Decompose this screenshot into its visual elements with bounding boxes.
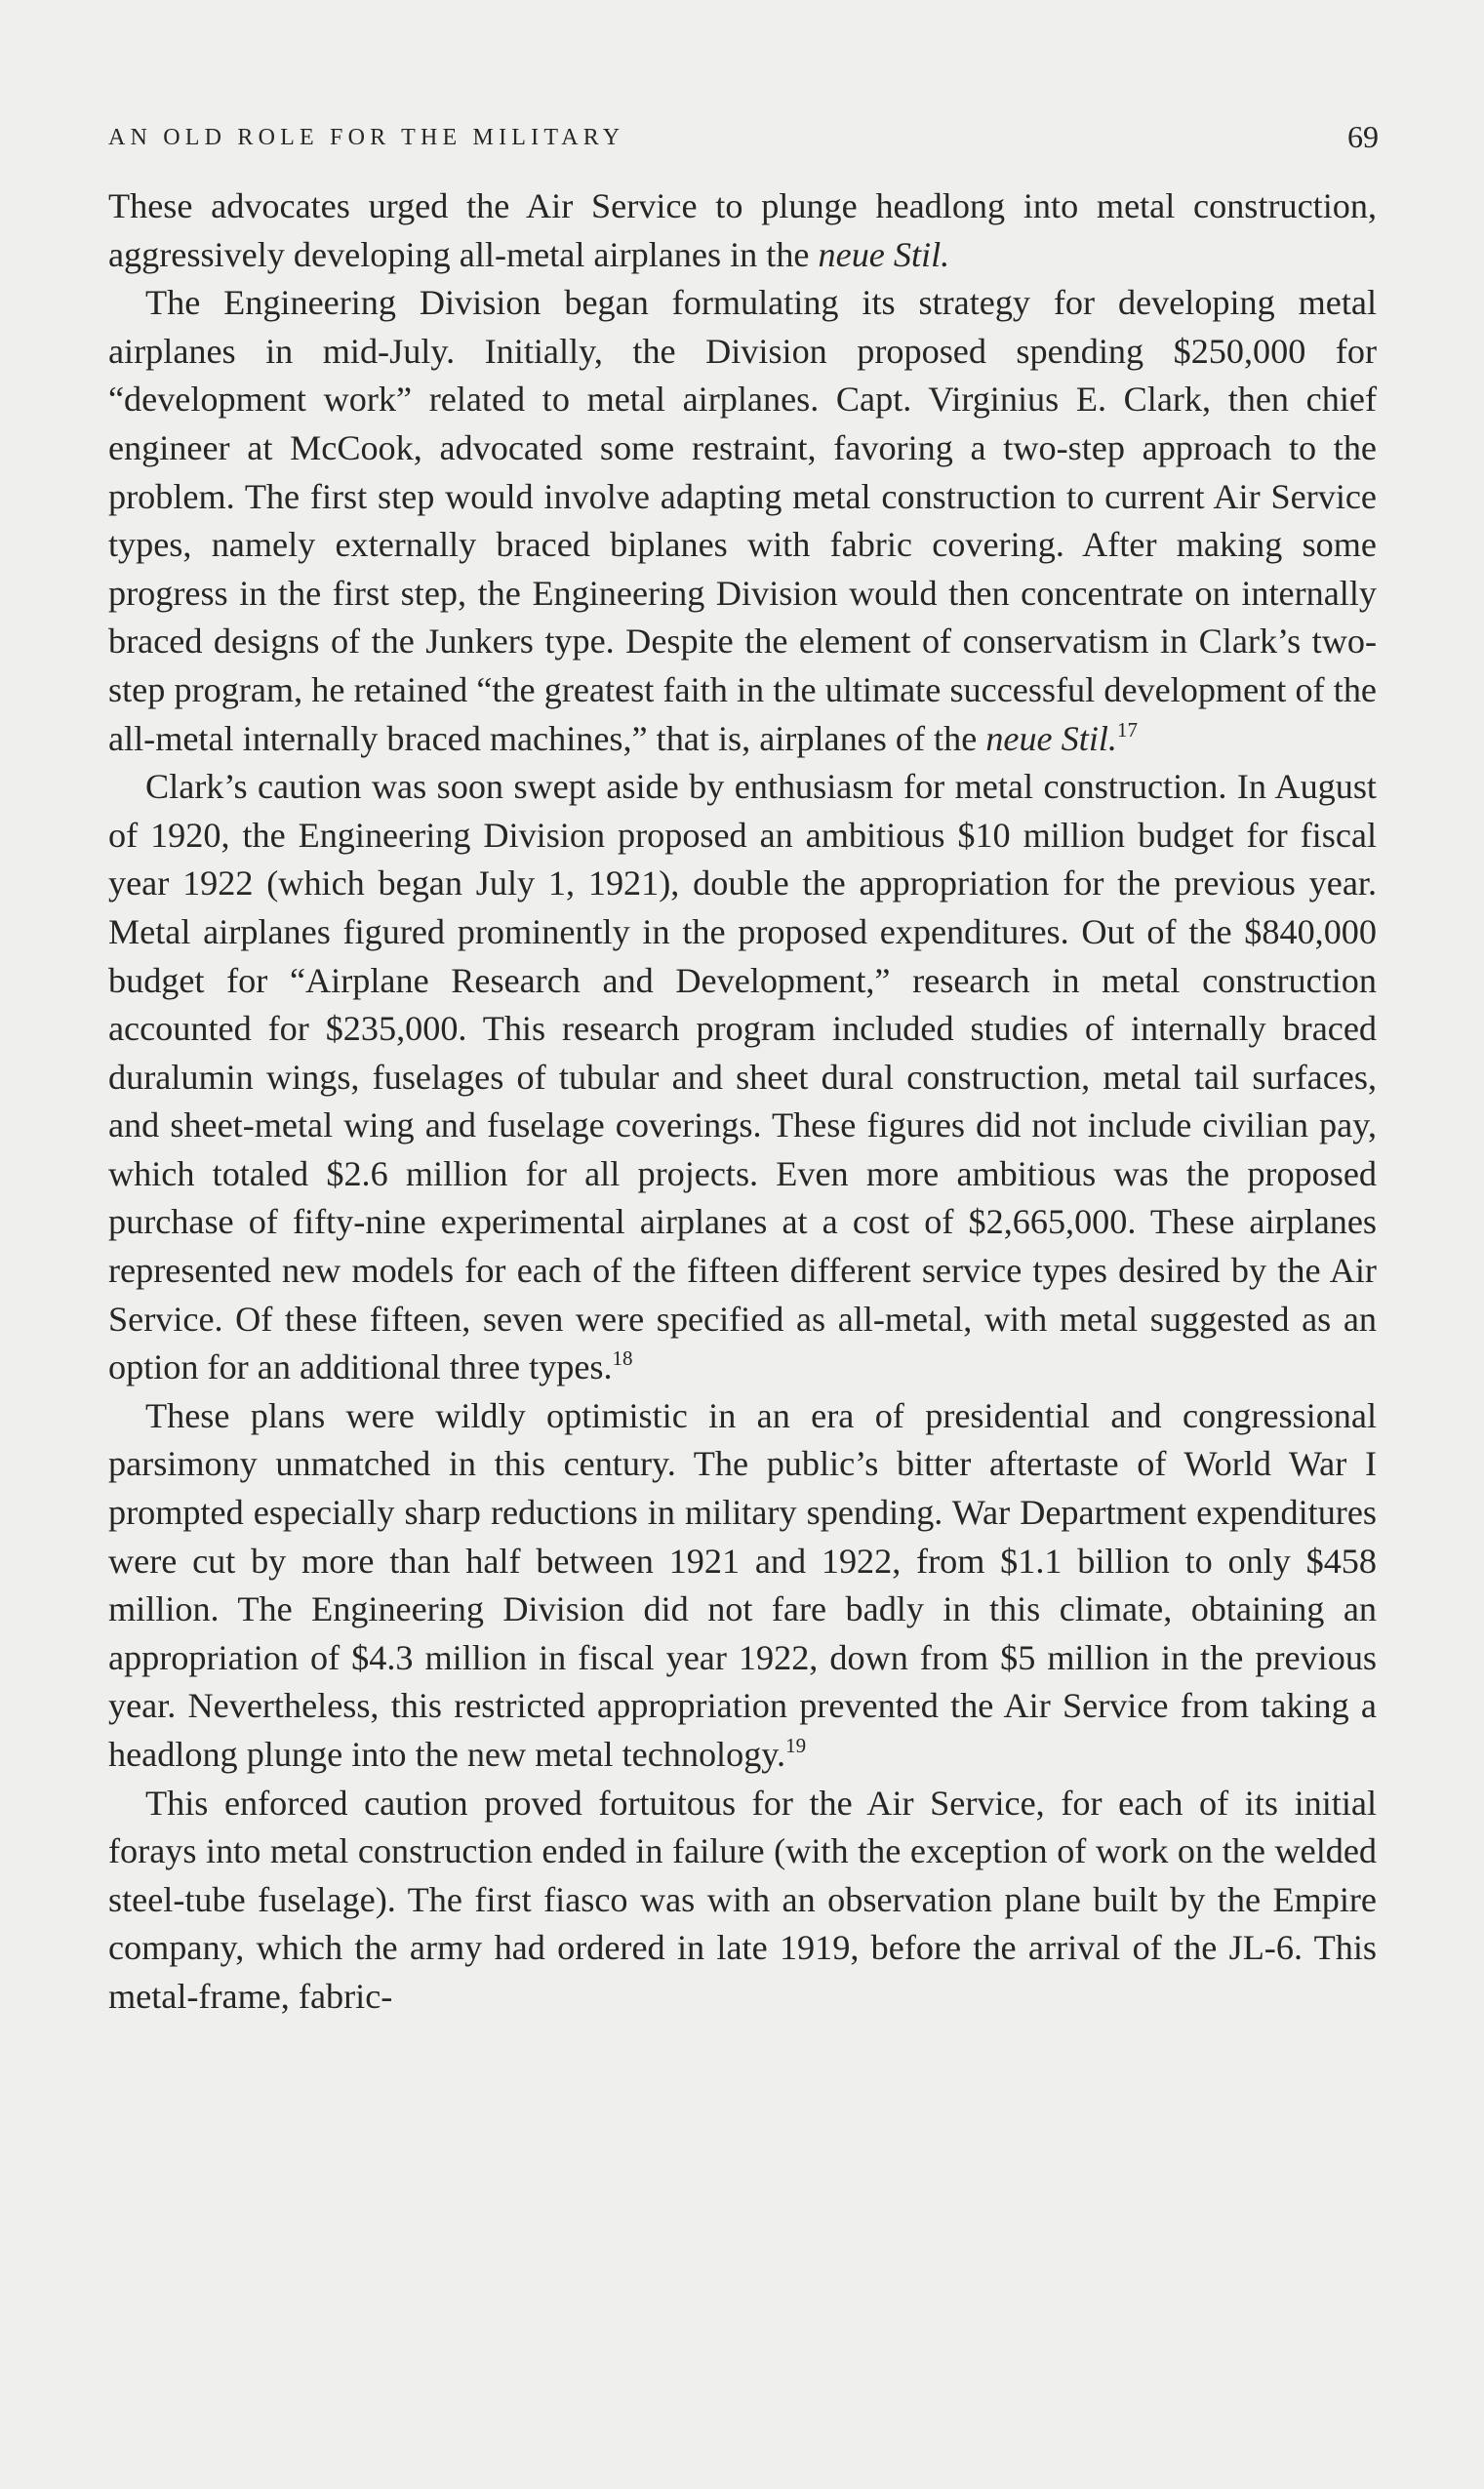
body-text: [108, 182, 1377, 2022]
running-head: [108, 119, 1379, 158]
paragraph-5-text: This enforced caution proved fortuitous for the Air Service, for each of its initial forays into metal construction ended in failure (with the exception of work on the welded steel-tube fuselage). The first fiasco was with an observation plane built by the Empire company, which the army had ordered in late 1919, before the arrival of the JL-6. This metal-frame, fabric-: [108, 1783, 1377, 2016]
paragraph-4-text: These plans were wildly optimistic in an era of presidential and congressional parsimony unmatched in this century. The public’s bitter aftertaste of World War I prompted especially sharp reductions in military spending. War Department expenditures were cut by more than half between 1921 and 1922, from $1.1 billion to only $458 million. The Engineering Division did not fare badly in this climate, obtaining an appropriation of $4.3 million in fiscal year 1922, down from $5 million in the previous year. Nevertheless, this restricted appropriation prevented the Air Service from taking a headlong plunge into the new metal technology.: [108, 1395, 1377, 1774]
paragraph-4: [108, 1392, 1377, 1780]
footnote-ref-17[interactable]: 17: [1116, 717, 1138, 742]
paragraph-2: [108, 279, 1377, 763]
paragraph-2-text: The Engineering Division began formulating its strategy for developing metal airplanes in mid-July. Initially, the Division proposed spending $250,000 for “development work” related to metal airplanes. Capt. Virginius E. Clark, then chief engineer at McCook, advocated some restraint, favoring a two-step approach to the problem. The first step would involve adapting metal construction to current Air Service types, namely externally braced biplanes with fabric covering. After making some progress in the first step, the Engineering Division would then concentrate on internally braced designs of the Junkers type. Despite the element of conservatism in Clark’s two-step program, he retained “the greatest faith in the ultimate successful development of the all-metal internally braced machines,” that is, airplanes of the: [108, 283, 1377, 758]
paragraph-3: [108, 763, 1377, 1392]
paragraph-5: [108, 1780, 1377, 2022]
paragraph-2-italic: neue Stil.: [985, 718, 1117, 758]
paragraph-1-text: These advocates urged the Air Service to plunge headlong into metal construction, aggressively developing all-metal airplanes in the: [108, 186, 1377, 274]
footnote-ref-19[interactable]: 19: [785, 1734, 807, 1757]
paragraph-1: [108, 182, 1377, 279]
footnote-ref-18[interactable]: 18: [612, 1346, 633, 1371]
paragraph-3-text: Clark’s caution was soon swept aside by enthusiasm for metal construction. In August of 1920, the Engineering Division proposed an ambitious $10 million budget for fiscal year 1922 (which began July 1, 1921), double the appropriation for the previous year. Metal airplanes figured prominently in the proposed expenditures. Out of the $840,000 budget for “Airplane Research and Development,” research in metal construction accounted for $235,000. This research program included studies of internally braced duralumin wings, fuselages of tubular and sheet dural construction, metal tail surfaces, and sheet-metal wing and fuselage coverings. These figures did not include civilian pay, which totaled $2.6 million for all projects. Even more ambitious was the proposed purchase of fifty-nine experimental airplanes at a cost of $2,665,000. These airplanes represented new models for each of the fifteen different service types desired by the Air Service. Of these fifteen, seven were specified as all-metal, with metal suggested as an option for an additional three types.: [108, 767, 1377, 1387]
running-title: AN OLD ROLE FOR THE MILITARY: [108, 125, 625, 150]
paragraph-1-italic: neue Stil.: [818, 234, 950, 274]
page-number: 69: [1347, 119, 1379, 154]
